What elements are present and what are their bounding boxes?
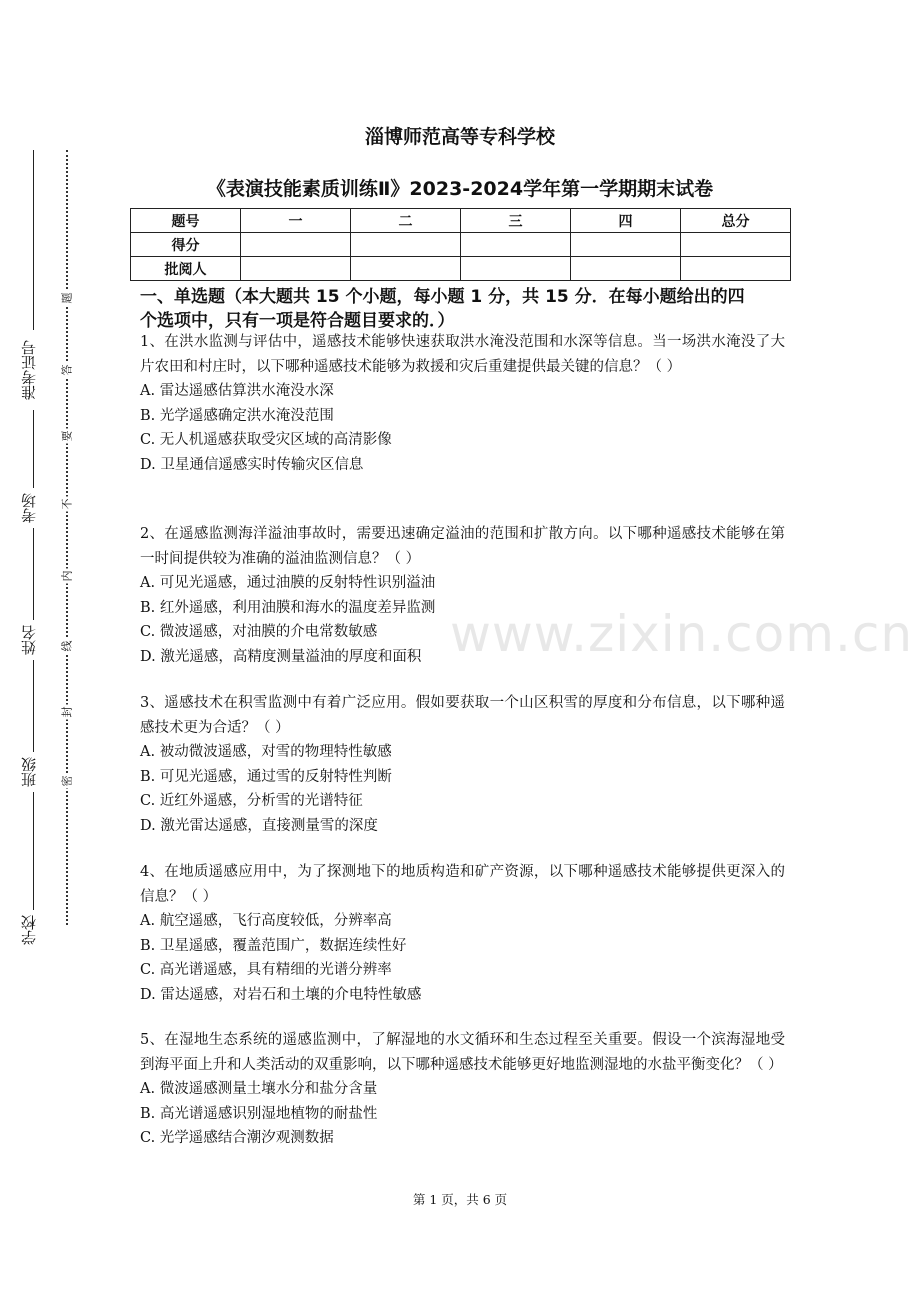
option: B. 高光谱遥感识别湿地植物的耐盐性 <box>140 1105 378 1122</box>
question-stem: 1、在洪水监测与评估中，遥感技术能够快速获取洪水淹没范围和水深等信息。当一场洪水淹没了大片农田和村庄时，以下哪种遥感技术能够为救援和灾后重建提供最关键的信息？（ ） <box>140 334 785 375</box>
row-label: 批阅人 <box>131 257 241 281</box>
seal-dotted-line <box>66 150 68 925</box>
seal-char: 不 <box>60 498 74 510</box>
watermark: www.zixin.com.cn <box>450 605 914 663</box>
option: D. 激光雷达遥感，直接测量雪的深度 <box>140 817 378 834</box>
option: C. 微波遥感，对油膜的介电常数敏感 <box>140 624 378 640</box>
question-stem: 4、在地质遥感应用中，为了探测地下的地质构造和矿产资源，以下哪种遥感技术能够提供更深入的信息？（ ） <box>140 864 785 905</box>
option: D. 雷达遥感，对岩石和土壤的介电特性敏感 <box>140 986 422 1003</box>
seal-char: 内 <box>60 570 74 582</box>
option: D. 激光遥感，高精度测量溢油的厚度和面积 <box>140 648 422 665</box>
table-cell: 一 <box>241 209 351 233</box>
table-cell <box>241 257 351 281</box>
question-stem: 5、在湿地生态系统的遥感监测中，了解湿地的水文循环和生态过程至关重要。假设一个滨海湿地受到海平面上升和人类活动的双重影响，以下哪种遥感技术能够更好地监测湿地的水盐平衡变化？（ ） <box>140 1032 785 1073</box>
seal-char: 线 <box>60 640 74 652</box>
score-table <box>130 208 791 281</box>
question-1 <box>140 330 785 477</box>
option: C. 近红外遥感，分析雪的光谱特征 <box>140 793 363 809</box>
option: B. 光学遥感确定洪水淹没范围 <box>140 407 334 424</box>
seal-char: 封 <box>60 706 74 718</box>
question-stem: 3、遥感技术在积雪监测中有着广泛应用。假如要获取一个山区积雪的厚度和分布信息，以下哪种遥感技术更为合适？（ ） <box>140 695 785 736</box>
table-cell <box>571 233 681 257</box>
table-cell <box>681 257 791 281</box>
field-label-name: 姓名 <box>18 620 38 660</box>
section-heading-line: 个选项中，只有一项是符合题目要求的．） <box>140 311 455 331</box>
table-cell <box>461 257 571 281</box>
table-cell: 题号 <box>131 209 241 233</box>
field-label-class: 班级 <box>18 752 38 792</box>
page-number: 第 1 页，共 6 页 <box>412 1192 508 1207</box>
table-row <box>131 233 791 257</box>
table-cell <box>241 233 351 257</box>
option: A. 微波遥感测量土壤水分和盐分含量 <box>140 1081 378 1097</box>
field-label-school: 学校 <box>18 910 38 950</box>
option: C. 高光谱遥感，具有精细的光谱分辨率 <box>140 962 392 978</box>
option: B. 可见光遥感，通过雪的反射特性判断 <box>140 768 392 785</box>
option: C. 光学遥感结合潮汐观测数据 <box>140 1130 334 1146</box>
table-cell: 总分 <box>681 209 791 233</box>
option: D. 卫星通信遥感实时传输灾区信息 <box>140 456 364 473</box>
table-row <box>131 257 791 281</box>
table-cell <box>681 233 791 257</box>
section-heading-line: 一、单选题（本大题共 15 个小题，每小题 1 分，共 15 分．在每小题给出的四 <box>140 287 745 307</box>
table-cell: 三 <box>461 209 571 233</box>
seal-char: 密 <box>60 775 74 787</box>
option: A. 可见光遥感，通过油膜的反射特性识别溢油 <box>140 575 436 591</box>
question-stem: 2、在遥感监测海洋溢油事故时，需要迅速确定溢油的范围和扩散方向。以下哪种遥感技术能够在第一时间提供较为准确的溢油监测信息？（ ） <box>140 526 785 567</box>
option: A. 航空遥感，飞行高度较低，分辨率高 <box>140 913 392 929</box>
binding-fill-line <box>33 150 34 940</box>
question-4 <box>140 860 785 1007</box>
row-label: 得分 <box>131 233 241 257</box>
option: A. 被动微波遥感，对雪的物理特性敏感 <box>140 744 392 760</box>
question-2 <box>140 522 785 669</box>
field-label-exam-room: 考场 <box>18 488 38 528</box>
table-header-row <box>131 209 791 233</box>
table-cell <box>571 257 681 281</box>
table-cell: 四 <box>571 209 681 233</box>
option: A. 雷达遥感估算洪水淹没水深 <box>140 383 334 399</box>
option: B. 卫星遥感，覆盖范围广，数据连续性好 <box>140 937 407 954</box>
section-heading <box>140 285 790 333</box>
school-name: 淄博师范高等专科学校 <box>364 126 555 148</box>
table-cell: 二 <box>351 209 461 233</box>
field-label-exam-number: 准考证号 <box>18 330 38 410</box>
question-3 <box>140 691 785 838</box>
question-5 <box>140 1028 785 1151</box>
exam-title: 《表演技能素质训练Ⅱ》2023-2024学年第一学期期末试卷 <box>206 178 714 200</box>
seal-char: 答 <box>60 364 74 376</box>
seal-char: 要 <box>60 430 74 442</box>
option: B. 红外遥感，利用油膜和海水的温度差异监测 <box>140 599 436 616</box>
table-cell <box>351 233 461 257</box>
option: C. 无人机遥感获取受灾区域的高清影像 <box>140 432 392 448</box>
table-cell <box>461 233 571 257</box>
seal-char: 题 <box>60 292 74 304</box>
table-cell <box>351 257 461 281</box>
